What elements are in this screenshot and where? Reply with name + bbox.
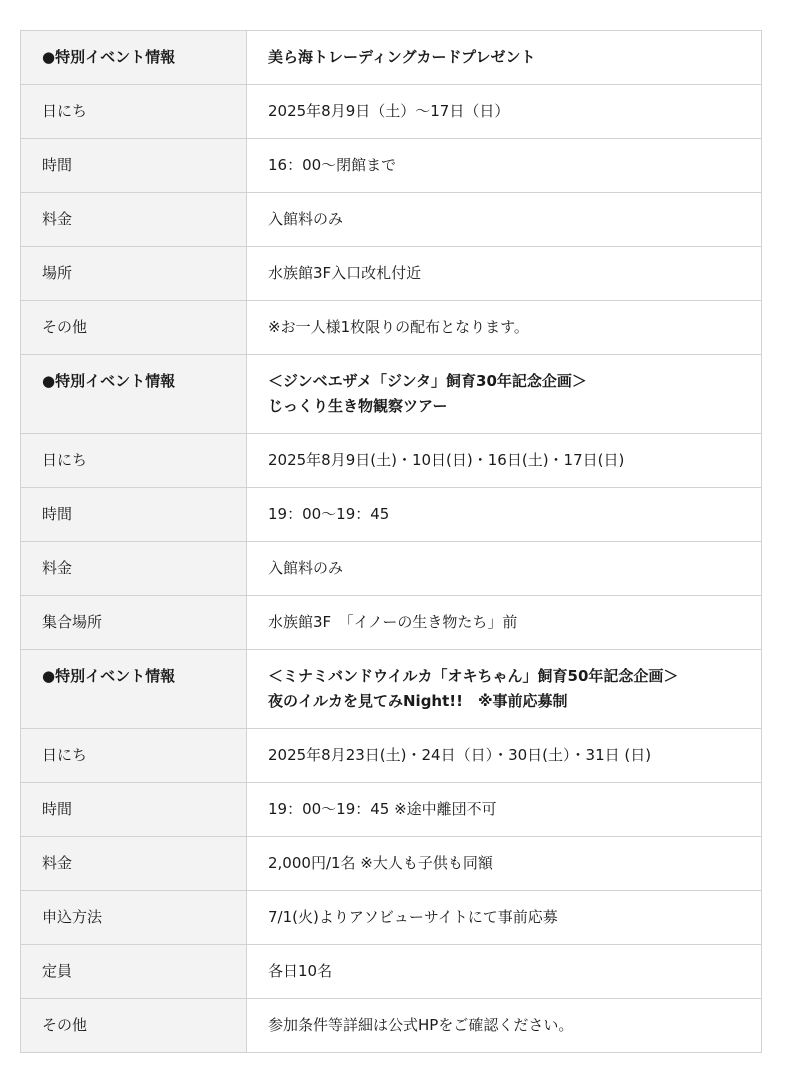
table-row	[21, 247, 762, 301]
table-row	[21, 542, 762, 596]
row-label: 申込方法	[42, 908, 103, 926]
row-value-cell	[247, 488, 762, 542]
event-title-line: 美ら海トレーディングカードプレゼント	[268, 48, 536, 66]
row-value: 16：00〜閉館まで	[268, 156, 397, 174]
table-row	[21, 434, 762, 488]
row-label: 時間	[42, 156, 73, 174]
table-row	[21, 945, 762, 999]
row-label: 料金	[42, 854, 73, 872]
row-label-cell	[21, 139, 247, 193]
table-row	[21, 488, 762, 542]
table-row	[21, 999, 762, 1053]
row-label: その他	[42, 1016, 88, 1034]
row-value: 参加条件等詳細は公式HPをご確認ください。	[268, 1016, 574, 1034]
row-label-cell	[21, 542, 247, 596]
row-label-cell	[21, 193, 247, 247]
section-label-cell	[21, 355, 247, 434]
row-value-cell	[247, 301, 762, 355]
table-row	[21, 139, 762, 193]
event-info-table	[20, 30, 762, 1053]
section-label: ●特別イベント情報	[42, 667, 176, 685]
section-label: ●特別イベント情報	[42, 372, 176, 390]
event-title-line: ＜ミナミバンドウイルカ「オキちゃん」飼育50年記念企画＞	[268, 667, 679, 685]
table-row	[21, 301, 762, 355]
row-label: 時間	[42, 800, 73, 818]
row-value-cell	[247, 542, 762, 596]
row-label: その他	[42, 318, 88, 336]
row-value: 7/1(火)よりアソビューサイトにて事前応募	[268, 908, 558, 926]
table-row	[21, 596, 762, 650]
row-label-cell	[21, 488, 247, 542]
row-label: 時間	[42, 505, 73, 523]
row-value-cell	[247, 596, 762, 650]
table-row	[21, 837, 762, 891]
row-label-cell	[21, 301, 247, 355]
row-value: 水族館3F入口改札付近	[268, 264, 422, 282]
row-value-cell	[247, 999, 762, 1053]
row-value-cell	[247, 783, 762, 837]
row-value: 2025年8月9日（土）〜17日（日）	[268, 102, 510, 120]
event-info-table-body	[21, 31, 762, 1053]
row-value-cell	[247, 193, 762, 247]
row-label: 集合場所	[42, 613, 103, 631]
section-label-cell	[21, 650, 247, 729]
row-value: 2,000円/1名 ※大人も子供も同額	[268, 854, 493, 872]
event-title-line: 夜のイルカを見てみNight!! ※事前応募制	[268, 692, 568, 710]
row-label: 場所	[42, 264, 73, 282]
row-label-cell	[21, 999, 247, 1053]
event-title-cell	[247, 650, 762, 729]
row-value-cell	[247, 434, 762, 488]
row-value: 2025年8月9日(土)・10日(日)・16日(土)・17日(日)	[268, 451, 625, 469]
table-row	[21, 729, 762, 783]
row-value: 2025年8月23日(土)・24日（日）・30日(土）・31日 (日)	[268, 746, 652, 764]
event-title-line: じっくり生き物観察ツアー	[268, 397, 448, 415]
row-label-cell	[21, 783, 247, 837]
row-label-cell	[21, 247, 247, 301]
row-label: 定員	[42, 962, 73, 980]
event-section-header-row	[21, 650, 762, 729]
event-title-cell	[247, 355, 762, 434]
event-section-header-row	[21, 355, 762, 434]
row-label-cell	[21, 945, 247, 999]
row-value: 入館料のみ	[268, 559, 344, 577]
row-label: 日にち	[42, 746, 88, 764]
row-label-cell	[21, 434, 247, 488]
table-row	[21, 891, 762, 945]
section-label: ●特別イベント情報	[42, 48, 176, 66]
row-label-cell	[21, 596, 247, 650]
row-value-cell	[247, 85, 762, 139]
row-label-cell	[21, 891, 247, 945]
row-value: 水族館3F 「イノーの生き物たち」前	[268, 613, 518, 631]
row-value: 19：00〜19：45	[268, 505, 390, 523]
row-label-cell	[21, 837, 247, 891]
event-title-line: ＜ジンベエザメ「ジンタ」飼育30年記念企画＞	[268, 372, 587, 390]
row-value-cell	[247, 729, 762, 783]
event-title-cell	[247, 31, 762, 85]
row-value: 各日10名	[268, 962, 333, 980]
event-section-header-row	[21, 31, 762, 85]
row-label: 日にち	[42, 102, 88, 120]
row-label: 料金	[42, 559, 73, 577]
row-value: ※お一人様1枚限りの配布となります。	[268, 318, 529, 336]
row-value-cell	[247, 139, 762, 193]
section-label-cell	[21, 31, 247, 85]
row-label: 日にち	[42, 451, 88, 469]
row-label-cell	[21, 729, 247, 783]
row-value: 入館料のみ	[268, 210, 344, 228]
table-row	[21, 783, 762, 837]
table-row	[21, 193, 762, 247]
row-value: 19：00〜19：45 ※途中離団不可	[268, 800, 497, 818]
row-value-cell	[247, 247, 762, 301]
row-value-cell	[247, 837, 762, 891]
table-row	[21, 85, 762, 139]
row-value-cell	[247, 945, 762, 999]
row-value-cell	[247, 891, 762, 945]
row-label-cell	[21, 85, 247, 139]
row-label: 料金	[42, 210, 73, 228]
